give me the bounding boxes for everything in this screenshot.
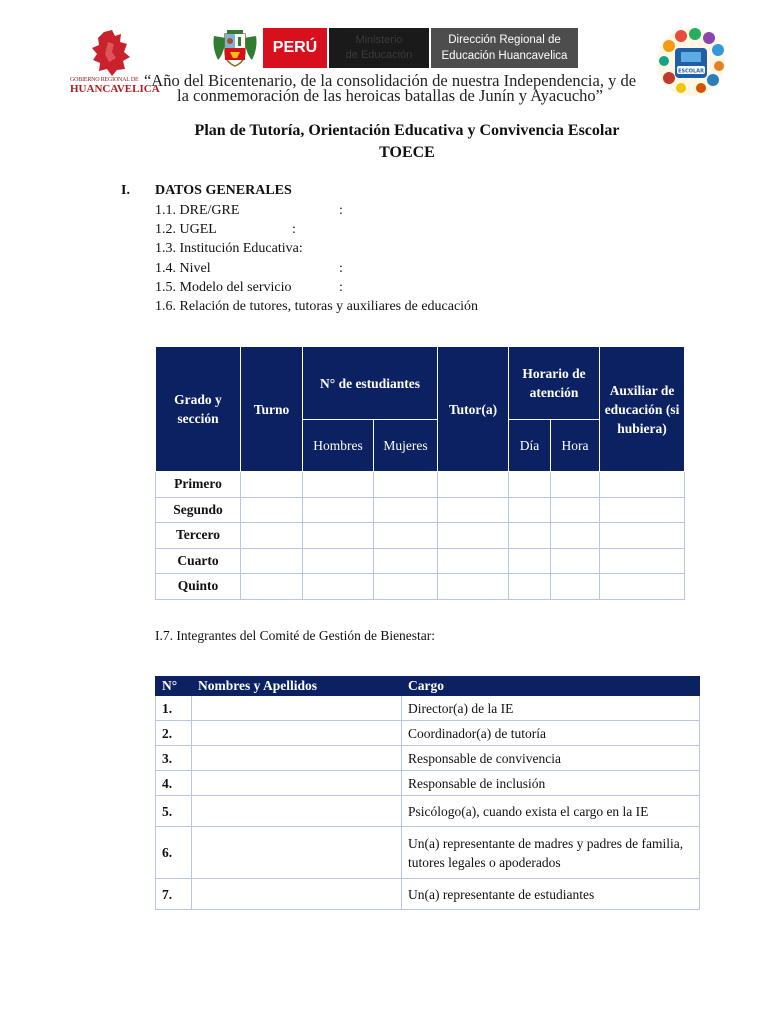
header-names: Nombres y Apellidos: [192, 677, 402, 696]
table-row: [156, 472, 685, 498]
empty-cell[interactable]: [509, 523, 551, 549]
empty-cell[interactable]: [374, 548, 438, 574]
table-row: [156, 696, 700, 721]
section-number: I.: [121, 183, 130, 198]
empty-cell[interactable]: [241, 523, 303, 549]
empty-cell[interactable]: [551, 574, 600, 600]
data-item-label: 1.4. Nivel: [155, 261, 211, 276]
name-cell[interactable]: [192, 879, 402, 910]
header-shift: Turno: [241, 347, 303, 472]
year-motto: [110, 73, 670, 103]
empty-cell[interactable]: [551, 548, 600, 574]
table-row: [156, 796, 700, 827]
role-cell: Director(a) de la IE: [402, 696, 700, 721]
table-row: [156, 523, 685, 549]
empty-cell[interactable]: [241, 548, 303, 574]
header-schedule: Horario de atención: [509, 347, 600, 420]
table-row: [156, 879, 700, 910]
document-title-line-1: Plan de Tutoría, Orientación Educativa y Convivencia Escolar: [194, 122, 620, 139]
grade-cell: Quinto: [156, 574, 241, 600]
role-cell: Psicólogo(a), cuando exista el cargo en la IE: [402, 796, 700, 827]
empty-cell[interactable]: [509, 472, 551, 498]
table-row: [156, 548, 685, 574]
name-cell[interactable]: [192, 796, 402, 827]
empty-cell[interactable]: [374, 523, 438, 549]
empty-cell[interactable]: [600, 523, 685, 549]
row-number: 6.: [156, 827, 192, 879]
empty-cell[interactable]: [600, 574, 685, 600]
data-item-level: [155, 260, 343, 278]
name-cell[interactable]: [192, 771, 402, 796]
data-item-institution: [155, 240, 303, 258]
row-number: 4.: [156, 771, 192, 796]
regional-government-name: HUANCAVELICA: [70, 83, 160, 95]
table-row: [156, 574, 685, 600]
header-day: Día: [509, 420, 551, 472]
empty-cell[interactable]: [303, 523, 374, 549]
empty-cell[interactable]: [303, 472, 374, 498]
empty-cell[interactable]: [374, 472, 438, 498]
role-cell: Un(a) representante de estudiantes: [402, 879, 700, 910]
direction-line-1: Dirección Regional de: [448, 34, 561, 46]
empty-cell[interactable]: [303, 548, 374, 574]
grade-cell: Primero: [156, 472, 241, 498]
empty-cell[interactable]: [600, 548, 685, 574]
committee-caption: I.7. Integrantes del Comité de Gestión de Bienestar:: [155, 628, 436, 643]
header-assistant: Auxiliar de educación (si hubiera): [600, 347, 685, 472]
empty-cell[interactable]: [241, 574, 303, 600]
ministry-of-education-box: [329, 28, 429, 68]
data-item-service-model: [155, 279, 343, 297]
direction-line-2: Educación Huancavelica: [441, 50, 568, 62]
empty-cell[interactable]: [438, 548, 509, 574]
header-number: N°: [156, 677, 192, 696]
data-item-tutors-relation: [155, 298, 478, 316]
header-students-count: N° de estudiantes: [303, 347, 438, 420]
empty-cell[interactable]: [303, 574, 374, 600]
empty-cell[interactable]: [551, 523, 600, 549]
peru-brand-label: PERÚ: [263, 28, 327, 68]
role-cell: Coordinador(a) de tutoría: [402, 721, 700, 746]
row-number: 2.: [156, 721, 192, 746]
motto-line-2: la conmemoración de las heroicas batallas de Junín y Ayacucho”: [177, 86, 603, 105]
empty-cell[interactable]: [551, 472, 600, 498]
section-title: DATOS GENERALES: [155, 183, 292, 198]
empty-cell[interactable]: [509, 574, 551, 600]
empty-cell[interactable]: [600, 497, 685, 523]
role-cell: Responsable de inclusión: [402, 771, 700, 796]
row-number: 7.: [156, 879, 192, 910]
name-cell[interactable]: [192, 721, 402, 746]
data-item-colon: :: [339, 280, 343, 295]
table-row: [156, 827, 700, 879]
name-cell[interactable]: [192, 746, 402, 771]
data-item-ugel: [155, 221, 296, 239]
huancavelica-map-icon: [90, 30, 132, 76]
svg-text:ESCOLAR: ESCOLAR: [678, 68, 704, 75]
data-item-label: 1.6. Relación de tutores, tutoras y auxiliares de educación: [155, 299, 479, 314]
table-row: [156, 497, 685, 523]
regional-government-small-text: GOBIERNO REGIONAL DE: [70, 77, 139, 83]
empty-cell[interactable]: [374, 574, 438, 600]
ministry-line-2: de Educación: [345, 49, 413, 61]
empty-cell[interactable]: [303, 497, 374, 523]
empty-cell[interactable]: [509, 497, 551, 523]
document-title: [100, 120, 714, 164]
grade-cell: Cuarto: [156, 548, 241, 574]
header-female: Mujeres: [374, 420, 438, 472]
empty-cell[interactable]: [600, 472, 685, 498]
header-hour: Hora: [551, 420, 600, 472]
empty-cell[interactable]: [509, 548, 551, 574]
grade-cell: Segundo: [156, 497, 241, 523]
coat-of-arms-icon: [210, 30, 260, 68]
regional-direction-box: [431, 28, 578, 68]
data-item-label: 1.2. UGEL: [155, 222, 217, 237]
name-cell[interactable]: [192, 827, 402, 879]
table-row: [156, 771, 700, 796]
row-number: 1.: [156, 696, 192, 721]
data-item-label: 1.3. Institución Educativa:: [155, 241, 303, 256]
empty-cell[interactable]: [551, 497, 600, 523]
empty-cell[interactable]: [438, 574, 509, 600]
data-item-label: 1.5. Modelo del servicio: [155, 280, 292, 295]
empty-cell[interactable]: [438, 472, 509, 498]
header-role: Cargo: [402, 677, 700, 696]
committee-table: [155, 676, 700, 910]
table-row: [156, 746, 700, 771]
empty-cell[interactable]: [374, 497, 438, 523]
empty-cell[interactable]: [241, 497, 303, 523]
header-grade-section: Grado y sección: [156, 347, 241, 472]
empty-cell[interactable]: [241, 472, 303, 498]
motto-line-1: “Año del Bicentenario, de la consolidación de nuestra Independencia, y de: [143, 71, 637, 90]
grade-cell: Tercero: [156, 523, 241, 549]
ministry-line-1: Ministerio: [355, 34, 403, 46]
data-item-colon: :: [339, 261, 343, 276]
row-number: 3.: [156, 746, 192, 771]
document-title-line-2: TOECE: [379, 144, 435, 161]
tutors-table: [155, 346, 685, 600]
empty-cell[interactable]: [438, 497, 509, 523]
table-row: [156, 721, 700, 746]
role-cell: Responsable de convivencia: [402, 746, 700, 771]
empty-cell[interactable]: [438, 523, 509, 549]
data-item-colon: :: [339, 203, 343, 218]
role-cell: Un(a) representante de madres y padres de familia, tutores legales o apoderados: [402, 827, 700, 879]
data-item-dre: [155, 202, 343, 220]
data-item-colon: :: [292, 222, 296, 237]
data-item-label: 1.1. DRE/GRE: [155, 203, 240, 218]
name-cell[interactable]: [192, 696, 402, 721]
header-male: Hombres: [303, 420, 374, 472]
header-tutor: Tutor(a): [438, 347, 509, 472]
row-number: 5.: [156, 796, 192, 827]
